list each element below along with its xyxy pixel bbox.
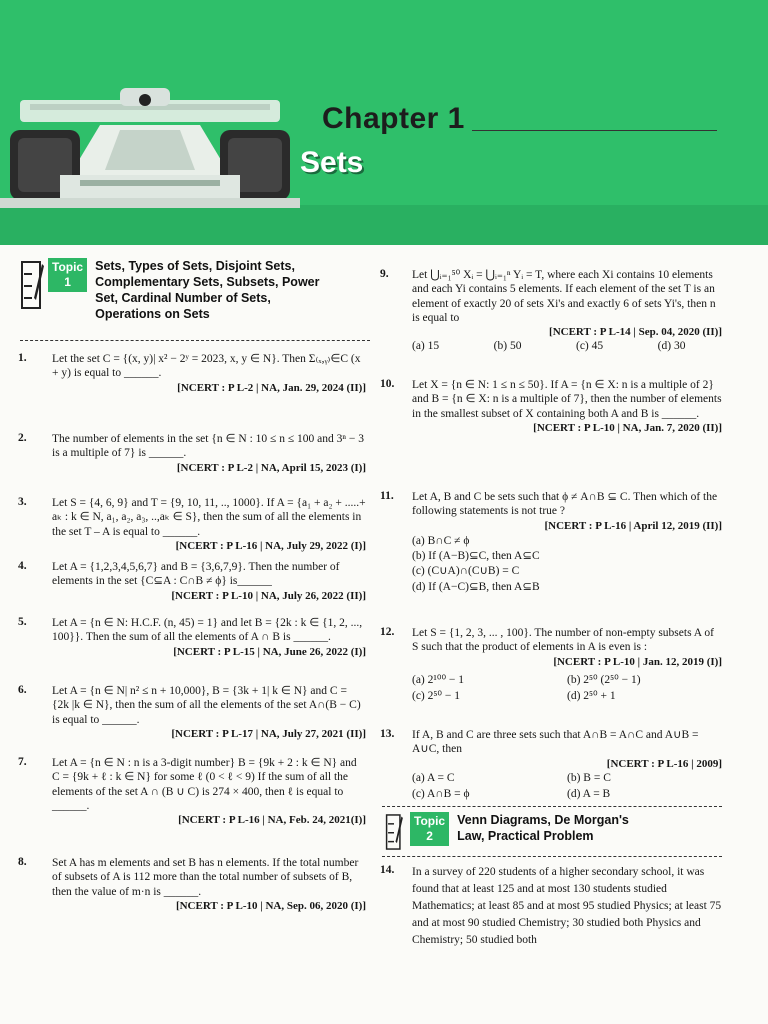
- question-number: 3.: [18, 496, 27, 508]
- topic-heading: Sets, Types of Sets, Disjoint Sets, Complementary Sets, Subsets, Power Set, Cardinal Number of Sets, Operations on Sets: [95, 259, 320, 321]
- question-text: Let A, B and C be sets such that ϕ ≠ A∩B ⊆ C. Then which of the following statements is not true ?: [412, 491, 718, 518]
- question-ref: [NCERT : P L-15 | NA, June 26, 2022 (I)]: [173, 645, 366, 658]
- question-number: 11.: [380, 490, 394, 502]
- option-a: (a) 2¹⁰⁰ − 1: [412, 673, 465, 686]
- race-car-illustration: [0, 80, 300, 220]
- question-text: Let A = {n ∈ N: H.C.F. (n, 45) = 1} and let B = {2k : k ∈ {1, 2, ..., 100}}. Then the sum of all the elements of A ∩ B is ______.: [52, 617, 363, 644]
- question-ref: [NCERT : P L-2 | NA, Jan. 29, 2024 (II)]: [177, 381, 366, 394]
- question-number: 10.: [380, 378, 395, 390]
- question-ref: [NCERT : P L-16 | April 12, 2019 (II)]: [544, 519, 722, 532]
- option-c: (c) (C∪A)∩(C∪B) = C: [412, 565, 520, 578]
- question-3: [52, 496, 366, 553]
- options-list: [412, 339, 722, 353]
- question-ref: [NCERT : P L-16 | 2009]: [606, 757, 722, 770]
- option-b: (b) 50: [493, 340, 522, 353]
- topic-number: 2: [426, 829, 433, 843]
- topic-label: Topic: [414, 814, 446, 828]
- chapter-header: [0, 0, 768, 245]
- topic-label: Topic: [52, 260, 84, 274]
- question-ref: [NCERT : P L-17 | NA, July 27, 2021 (II)]: [171, 727, 366, 740]
- question-7: [52, 756, 366, 827]
- question-number: 14.: [380, 864, 395, 876]
- option-a: (a) 15: [412, 340, 440, 353]
- question-12: [412, 626, 722, 703]
- question-number: 4.: [18, 560, 27, 572]
- question-ref: [NCERT : P L-10 | Jan. 12, 2019 (I)]: [553, 655, 722, 668]
- question-number: 5.: [18, 616, 27, 628]
- question-text: If A, B and C are three sets such that A∩B = A∩C and A∪B = A∪C, then: [412, 729, 699, 756]
- option-d: (d) 2⁵⁰ + 1: [567, 690, 616, 703]
- option-b: (b) B = C: [567, 771, 611, 784]
- option-c: (c) 45: [576, 340, 604, 353]
- question-text: Set A has m elements and set B has n elements. If the total number of subsets of A is 112 more than the total number of subsets of B, then the value of m·n is ______.: [52, 857, 359, 898]
- question-2: [52, 432, 366, 475]
- question-text: Let S = {4, 6, 9} and T = {9, 10, 11, .., 1000}. If A = {a₁ + a₂ + .....+ aₖ : k ∈ N, a₁, a₂, a₃, ..,aₖ ∈ S}, then the sum of all the elements in the set T – A is equal to ______.: [52, 497, 366, 538]
- question-number: 6.: [18, 684, 27, 696]
- option-c: (c) 2⁵⁰ − 1: [412, 690, 460, 703]
- option-d: (d) A = B: [567, 788, 611, 801]
- options-list: [412, 534, 722, 594]
- options-list: [412, 771, 722, 802]
- question-number: 7.: [18, 756, 27, 768]
- option-a: (a) A = C: [412, 771, 455, 784]
- question-number: 12.: [380, 626, 395, 638]
- pen-icon: [20, 258, 44, 312]
- question-ref: [NCERT : P L-14 | Sep. 04, 2020 (II)]: [549, 326, 722, 339]
- question-ref: [NCERT : P L-10 | NA, July 26, 2022 (II)]: [171, 589, 366, 602]
- question-4: [52, 560, 366, 603]
- chapter-subject: Sets: [300, 146, 364, 179]
- question-10: [412, 378, 722, 435]
- question-text: In a survey of 220 students of a higher secondary school, it was found that at least 125 and at most 130 students studied Mathematics; at least 85 and at most 95 studied Physics; at least 75 and at most 90 studied Chemistry; 30 studied both Physics and Chemistry; 50 studied both: [412, 866, 722, 946]
- topic-number: 1: [64, 275, 71, 289]
- divider: [20, 340, 370, 341]
- question-text: The number of elements in the set {n ∈ N : 10 ≤ n ≤ 100 and 3ⁿ − 3 is a multiple of 7} is ______.: [52, 433, 364, 460]
- question-number: 13.: [380, 728, 395, 740]
- question-number: 9.: [380, 268, 389, 280]
- topic-badge: [48, 258, 87, 292]
- question-8: [52, 856, 366, 913]
- topic-heading: Venn Diagrams, De Morgan's Law, Practical Problem: [457, 813, 629, 843]
- question-text: Let A = {n ∈ N : n is a 3-digit number} B = {9k + 2 : k ∈ N} and C = {9k + ℓ : k ∈ N} for some ℓ (0 < ℓ < 9) If the sum of all the elements of the set A ∩ (B ∪ C) is 274 × 400, then ℓ is equal to ______.: [52, 757, 357, 812]
- option-d: (d) 30: [657, 340, 686, 353]
- question-ref: [NCERT : P L-10 | NA, Sep. 06, 2020 (I)]: [175, 899, 366, 912]
- question-text: Let the set C = {(x, y)| x² − 2ʸ = 2023, x, y ∈ N}. Then Σ₍ₓ,ᵧ₎∈C (x + y) is equal to ______.: [52, 353, 361, 380]
- option-b: (b) 2⁵⁰ (2⁵⁰ − 1): [567, 673, 641, 686]
- question-text: Let A = {1,2,3,4,5,6,7} and B = {3,6,7,9}. Then the number of elements in the set {C⊆A : C∩B ≠ ϕ} is______: [52, 561, 340, 588]
- question-ref: [NCERT : P L-16 | NA, Feb. 24, 2021(I)]: [178, 814, 366, 827]
- divider: [382, 806, 722, 807]
- question-13: [412, 728, 722, 801]
- pen-icon: [382, 812, 406, 852]
- question-ref: [NCERT : P L-2 | NA, April 15, 2023 (I)]: [176, 461, 366, 474]
- question-text: Let X = {n ∈ N: 1 ≤ n ≤ 50}. If A = {n ∈ X: n is a multiple of 2} and B = {n ∈ X: n is a multiple of 7}, then the number of elements in the smallest subset of X containing both A and B is ______.: [412, 379, 722, 420]
- options-list: [412, 673, 722, 704]
- question-number: 2.: [18, 432, 27, 444]
- question-5: [52, 616, 366, 659]
- question-number: 1.: [18, 352, 27, 364]
- question-1: [52, 352, 366, 395]
- title-underline: [472, 130, 717, 131]
- topic-2-card: [382, 812, 722, 852]
- question-text: Let S = {1, 2, 3, ... , 100}. The number of non-empty subsets A of S such that the product of elements in A is even is :: [412, 627, 714, 654]
- topic-badge: [410, 812, 449, 846]
- topic-1-card: [20, 258, 370, 322]
- question-14: [412, 864, 722, 949]
- option-b: (b) If (A−B)⊆C, then A⊆C: [412, 550, 540, 563]
- question-9: [412, 268, 722, 354]
- question-11: [412, 490, 722, 595]
- option-a: (a) B∩C ≠ ϕ: [412, 534, 470, 547]
- question-6: [52, 684, 366, 741]
- question-text: Let ⋃ᵢ₌₁⁵⁰ Xᵢ = ⋃ᵢ₌₁ⁿ Yᵢ = T, where each Xi contains 10 elements and each Yi contains 5 elements. If each element of the set T is an element of exactly 20 of sets Xi's and exactly 6 of sets Yi's, then n is equal to: [412, 269, 716, 324]
- option-d: (d) If (A−C)⊆B, then A⊆B: [412, 580, 540, 593]
- chapter-title: Chapter 1: [322, 102, 465, 135]
- option-c: (c) A∩B = ϕ: [412, 788, 470, 801]
- question-ref: [NCERT : P L-16 | NA, July 29, 2022 (I)]: [175, 539, 366, 552]
- question-ref: [NCERT : P L-10 | NA, Jan. 7, 2020 (II)]: [533, 421, 722, 434]
- question-number: 8.: [18, 856, 27, 868]
- question-text: Let A = {n ∈ N| n² ≤ n + 10,000}, B = {3k + 1| k ∈ N} and C = {2k |k ∈ N}, then the sum of all the elements of the set A∩(B − C) is equal to ______.: [52, 685, 361, 726]
- divider: [382, 856, 722, 857]
